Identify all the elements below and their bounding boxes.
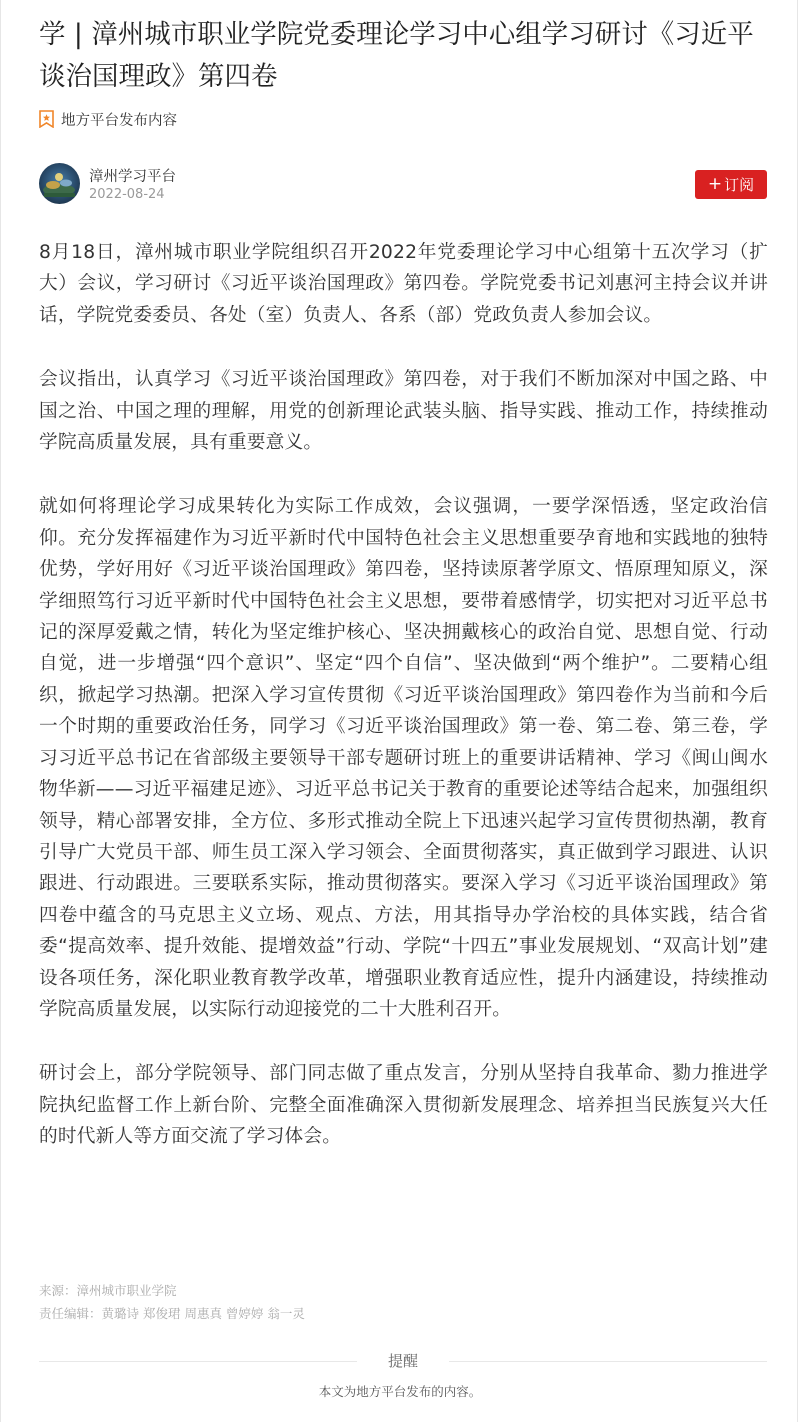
tag-label: 地方平台发布内容	[61, 112, 177, 129]
source-line: 来源：漳州城市职业学院	[39, 1283, 177, 1298]
paragraph: 会议指出，认真学习《习近平谈治国理政》第四卷，对于我们不断加深对中国之路、中国之治、中国之理的理解，用党的创新理论武装头脑、指导实践、推动工作，持续推动学院高质量发展，具有重要意义。	[39, 369, 768, 454]
plus-icon: +	[707, 174, 723, 194]
author-block	[39, 163, 767, 205]
platform-tag	[39, 108, 177, 130]
avatar-image	[39, 163, 80, 204]
bookmark-badge-icon	[39, 110, 54, 128]
paragraph: 研讨会上，部分学院领导、部门同志做了重点发言，分别从坚持自我革命、勠力推进学院执纪监督工作上新台阶、完整全面准确深入贯彻新发展理念、培养担当民族复兴大任的时代新人等方面交流了学习体会。	[39, 1063, 768, 1148]
reminder-divider	[39, 1346, 767, 1376]
author-name[interactable]: 漳州学习平台	[89, 169, 176, 185]
article-body	[39, 237, 768, 1186]
reminder-notice: 本文为地方平台发布的内容。	[318, 1384, 482, 1399]
paragraph: 8月18日，漳州城市职业学院组织召开2022年党委理论学习中心组第十五次学习（扩大）会议，学习研讨《习近平谈治国理政》第四卷。学院党委书记刘惠河主持会议并讲话，学院党委委员、各处（室）负责人、各系（部）党政负责人参加会议。	[39, 242, 768, 326]
article-meta	[39, 1279, 305, 1325]
paragraph: 就如何将理论学习成果转化为实际工作成效，会议强调，一要学深悟透，坚定政治信仰。充分发挥福建作为习近平新时代中国特色社会主义思想重要孕育地和实践地的独特优势，学好用好《习近平谈治国理政》第四卷，坚持读原著学原文、悟原理知原义，深学细照笃行习近平新时代中国特色社会主义思想，要带着感情学，切实把对习近平总书记的深厚爱戴之情，转化为坚定维护核心、坚决拥戴核心的政治自觉、思想自觉、行动自觉，进一步增强“四个意识”、坚定“四个自信”、坚决做到“两个维护”。二要精心组织，掀起学习热潮。把深入学习宣传贯彻《习近平谈治国理政》第四卷作为当前和今后一个时期的重要政治任务，同学习《习近平谈治国理政》第一卷、第二卷、第三卷，学习习近平总书记在省部级主要领导干部专题研讨班上的重要讲话精神、学习《闽山闽水物华新——习近平福建足迹》、习近平总书记关于教育的重要论述等结合起来，加强组织领导，精心部署安排，全方位、多形式推动全院上下迅速兴起学习宣传贯彻热潮，教育引导广大党员干部、师生员工深入学习领会、全面贯彻落实，真正做到学习跟进、认识跟进、行动跟进。三要联系实际，推动贯彻落实。要深入学习《习近平谈治国理政》第四卷中蕴含的马克思主义立场、观点、方法，用其指导办学治校的具体实践，结合省委“提高效率、提升效能、提增效益”行动、学院“十四五”事业发展规划、“双高计划”建设各项任务，深化职业教育教学改革，增强职业教育适应性，提升内涵建设，持续推动学院高质量发展，以实际行动迎接党的二十大胜利召开。	[39, 496, 768, 1020]
editors-line: 责任编辑：黄璐诗 郑俊珺 周惠真 曾婷婷 翁一灵	[39, 1306, 305, 1321]
publish-date: 2022-08-24	[89, 187, 165, 202]
reminder-title: 提醒	[387, 1352, 418, 1370]
subscribe-label: 订阅	[724, 176, 755, 194]
avatar[interactable]	[39, 163, 80, 204]
subscribe-button[interactable]	[695, 170, 767, 199]
page-title: 学 | 漳州城市职业学院党委理论学习中心组学习研讨《习近平谈治国理政》第四卷	[39, 19, 754, 92]
